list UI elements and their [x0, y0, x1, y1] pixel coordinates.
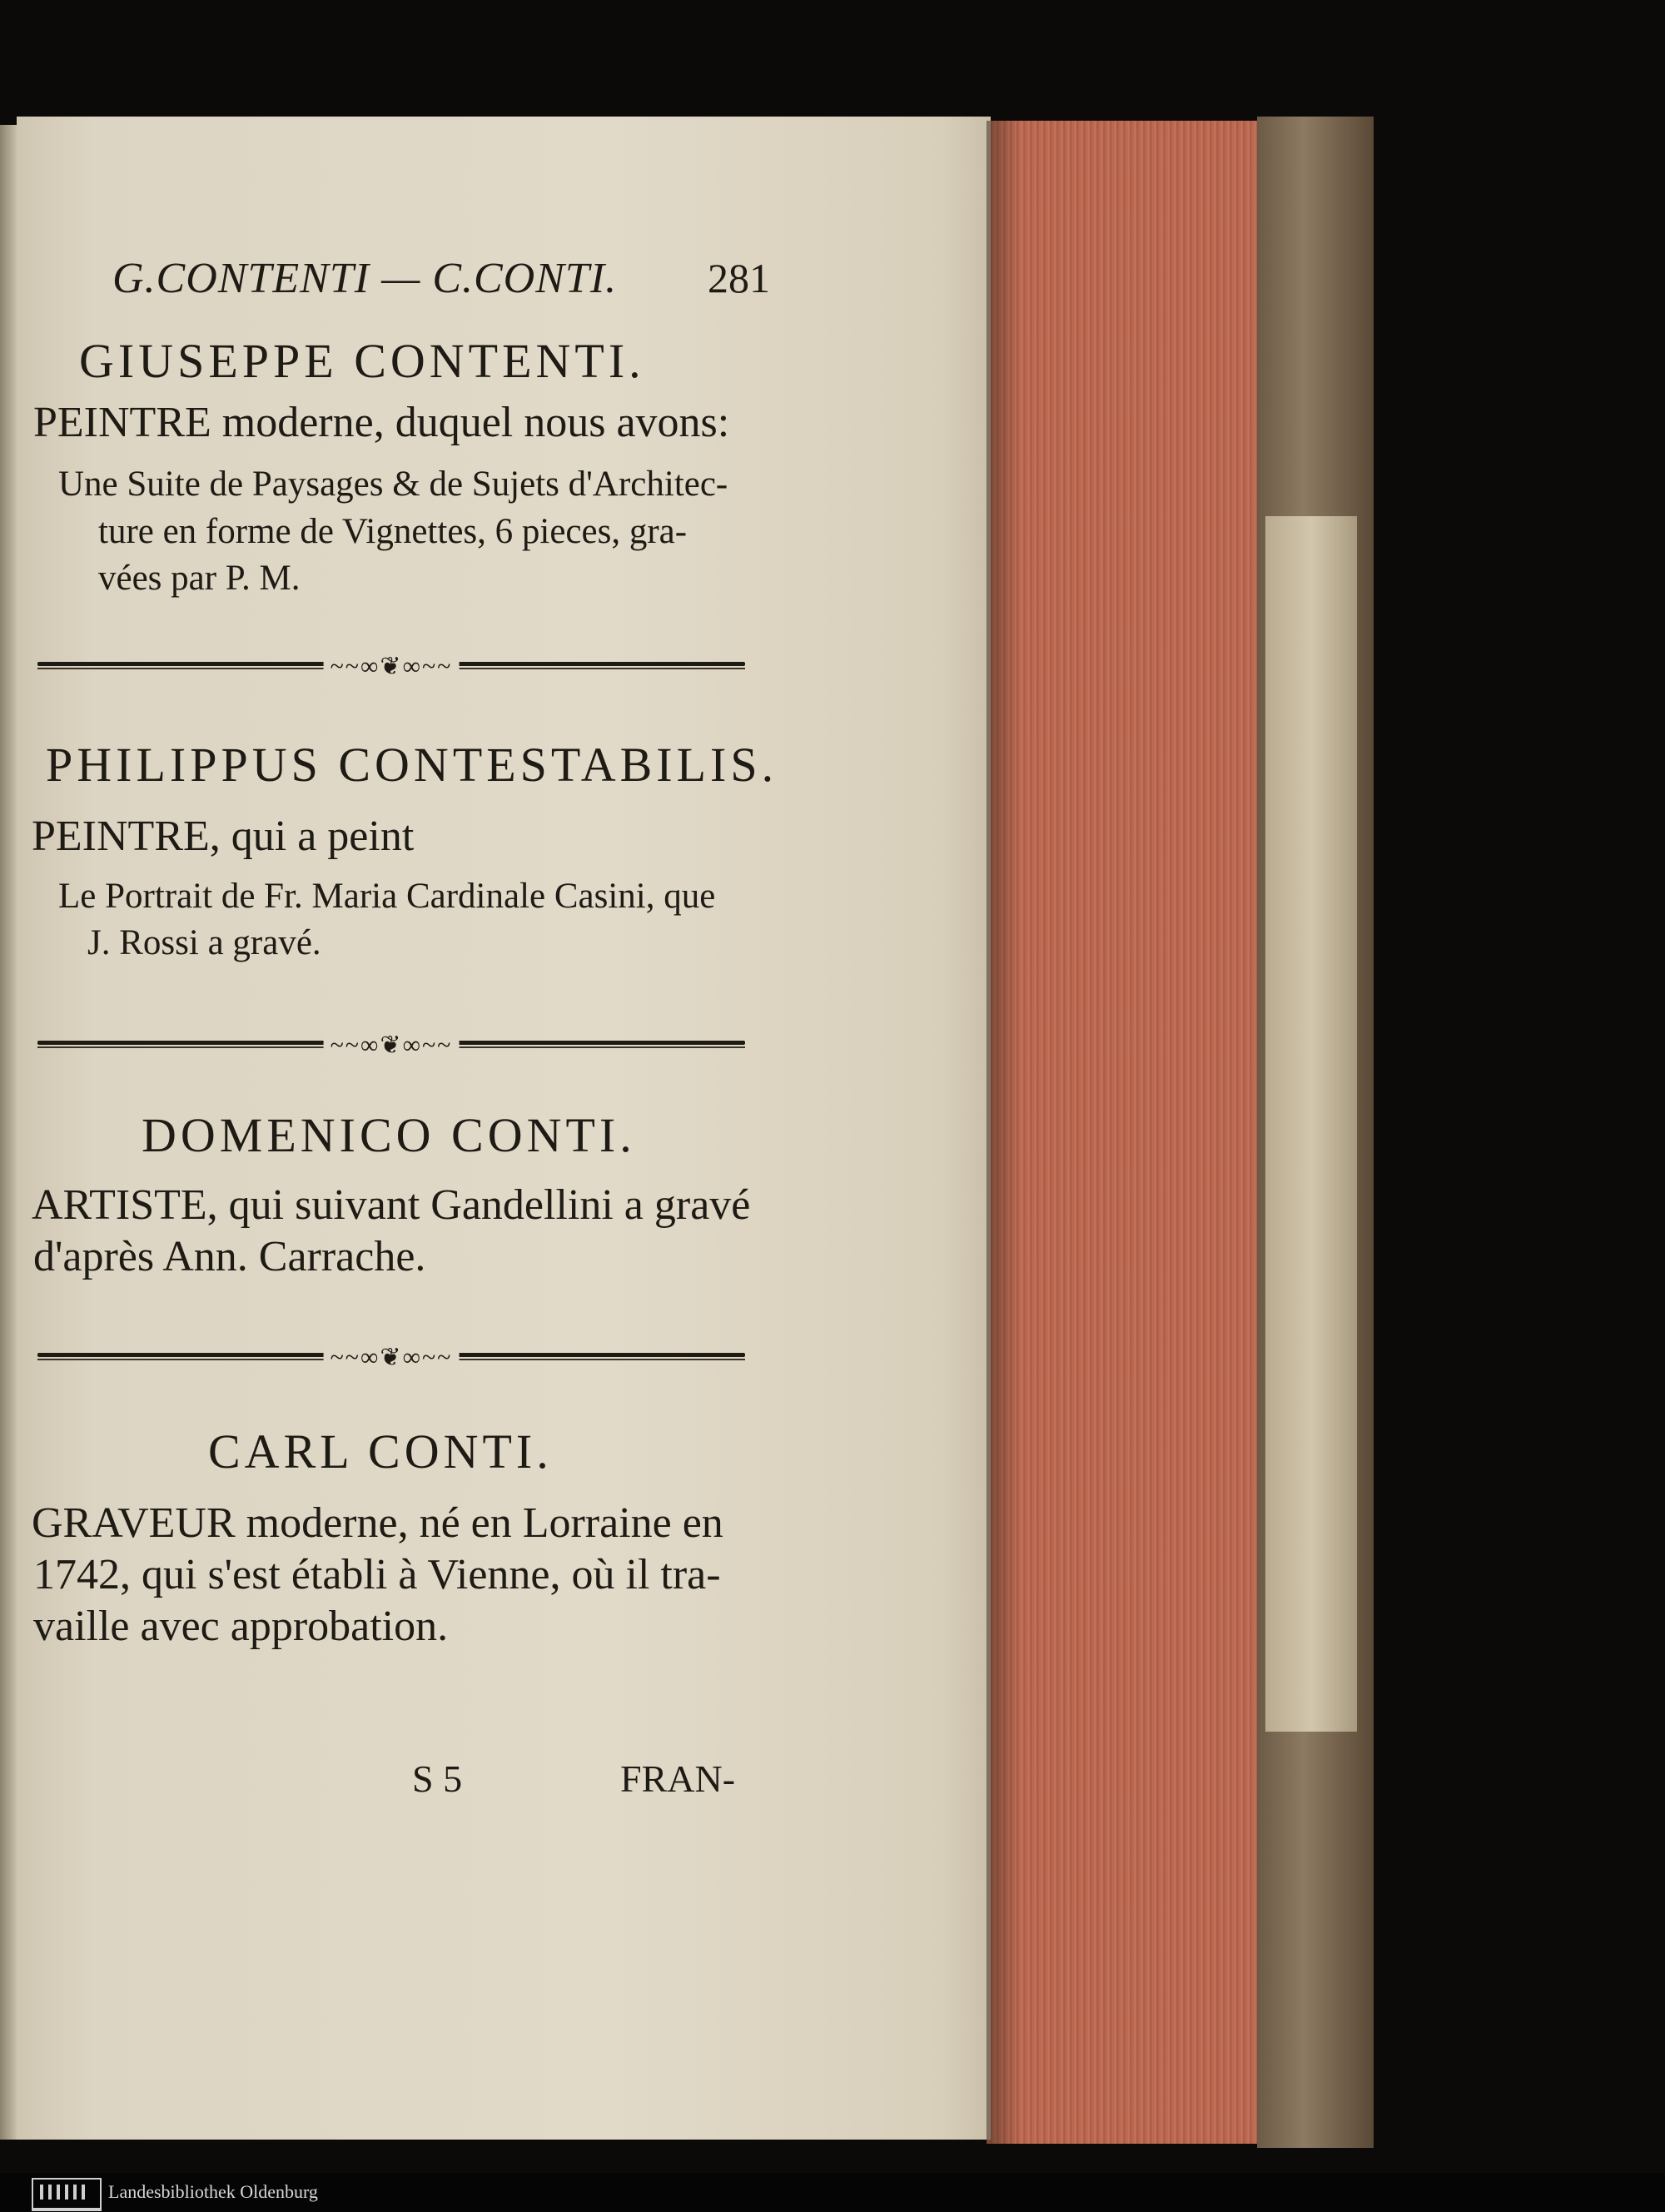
- rule-ornament: ~~∞❦∞~~: [324, 1031, 460, 1060]
- library-logo-icon: [32, 2178, 102, 2211]
- running-head: [112, 254, 770, 312]
- previous-page-edge: [0, 125, 17, 2140]
- rule-ornament: ~~∞❦∞~~: [324, 1343, 460, 1372]
- entry-3-line-2: d'après Ann. Carrache.: [33, 1233, 426, 1280]
- entry-heading-2: PHILIPPUS CONTESTABILIS.: [46, 738, 778, 792]
- entry-heading-3: DOMENICO CONTI.: [142, 1108, 636, 1162]
- entry-2-sub-1: Le Portrait de Fr. Maria Cardinale Casini, que: [58, 877, 716, 916]
- rule-ornament: ~~∞❦∞~~: [324, 652, 460, 681]
- page-shadow: [987, 121, 1020, 2144]
- entry-1-sub-1: Une Suite de Paysages & de Sujets d'Architec-: [58, 465, 728, 504]
- entry-4-line-3: vaille avec approbation.: [33, 1603, 449, 1650]
- entry-1-sub-2: ture en forme de Vignettes, 6 pieces, gra-: [98, 512, 688, 551]
- running-head-title: G.CONTENTI — C.CONTI.: [112, 255, 618, 302]
- catchword: FRAN-: [620, 1757, 736, 1800]
- page-number: 281: [708, 255, 770, 301]
- entry-2-line-1: PEINTRE, qui a peint: [32, 813, 415, 860]
- entry-4-line-1: GRAVEUR moderne, né en Lorraine en: [32, 1499, 723, 1547]
- cover-band: [1265, 516, 1357, 1732]
- entry-2-sub-2: J. Rossi a gravé.: [87, 923, 321, 962]
- entry-1-sub-3: vées par P. M.: [98, 559, 301, 598]
- library-footer-bar: [0, 2173, 1665, 2212]
- entry-heading-4: CARL CONTI.: [208, 1424, 553, 1479]
- entry-3-line-1: ARTISTE, qui suivant Gandellini a gravé: [32, 1181, 751, 1229]
- signature-mark: S 5: [412, 1757, 463, 1800]
- ornamental-rule-2: [37, 1031, 745, 1059]
- library-name: Landesbibliothek Oldenburg: [108, 2181, 318, 2202]
- entry-1-line-1: PEINTRE moderne, duquel nous avons:: [33, 399, 730, 446]
- entry-4-line-2: 1742, qui s'est établi à Vienne, où il tra-: [33, 1551, 721, 1598]
- book-page-edges: [987, 121, 1265, 2144]
- ornamental-rule-1: [37, 653, 745, 680]
- entry-heading-1: GIUSEPPE CONTENTI.: [79, 334, 645, 388]
- ornamental-rule-3: [37, 1344, 745, 1371]
